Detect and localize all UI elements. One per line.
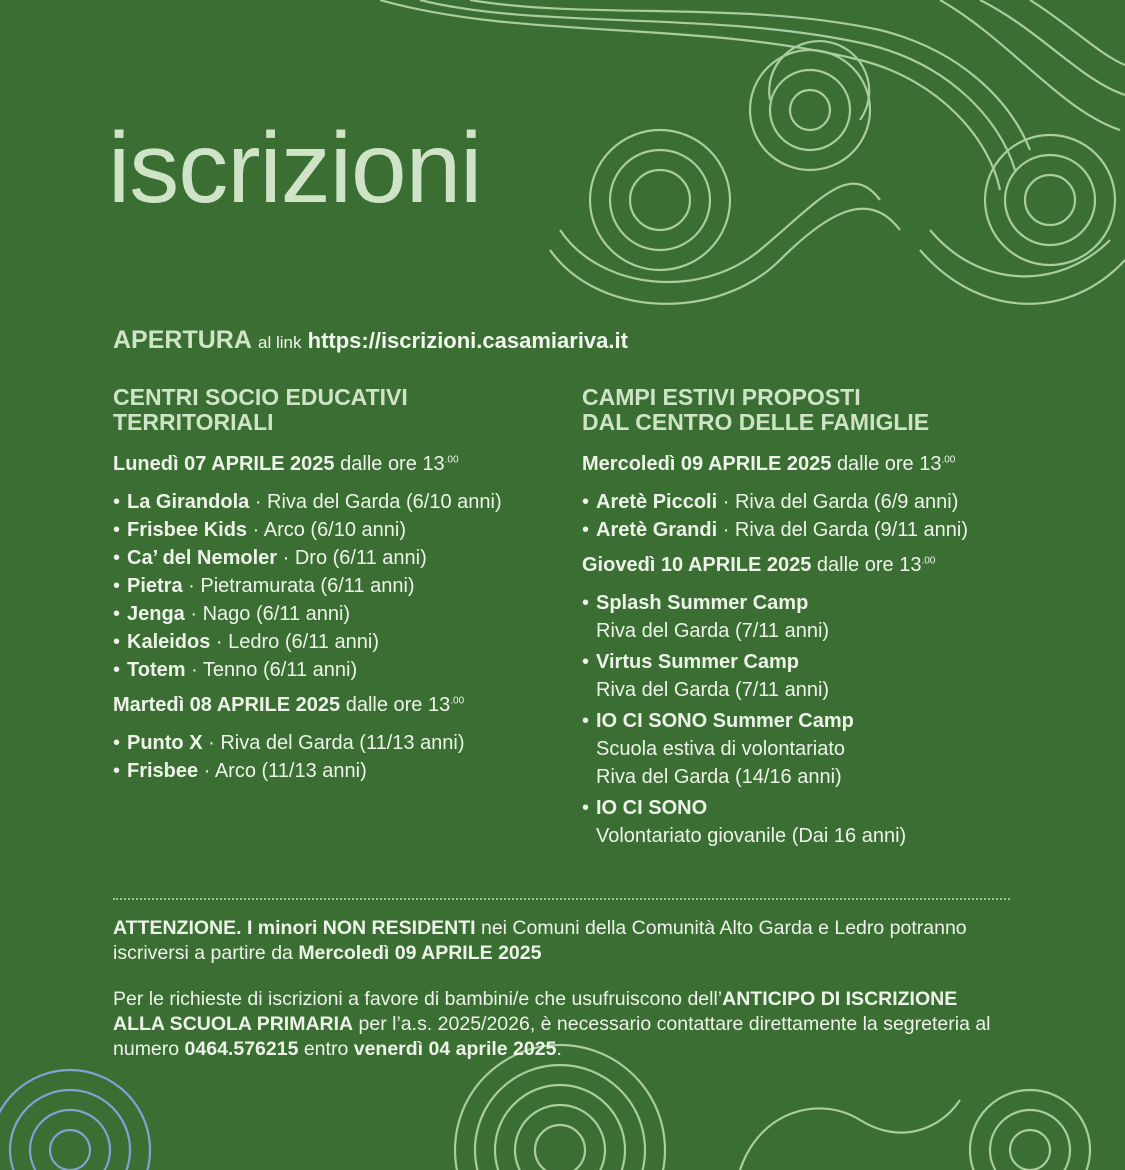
swirl-bottom-left <box>0 1070 150 1170</box>
registration-link[interactable]: https://iscrizioni.casamiariva.it <box>307 328 628 353</box>
left-heading: CENTRI SOCIO EDUCATIVI TERRITORIALI <box>113 384 408 435</box>
list-item: • Punto X · Riva del Garda (11/13 anni) <box>113 729 563 757</box>
centri-socio-educativi-column <box>113 385 563 795</box>
campi-estivi-column <box>582 385 1062 860</box>
list-item: • Aretè Grandi · Riva del Garda (9/11 anni) <box>582 516 1062 544</box>
list-item: • La Girandola · Riva del Garda (6/10 anni) <box>113 488 563 516</box>
apertura-label: APERTURA <box>113 326 252 354</box>
center-list <box>113 729 563 785</box>
swirl-bottom <box>455 1045 1090 1170</box>
list-item: • Frisbee Kids · Arco (6/10 anni) <box>113 516 563 544</box>
list-item: • Virtus Summer Camp Riva del Garda (7/11 anni) <box>582 648 1062 704</box>
list-item: • Pietra · Pietramurata (6/11 anni) <box>113 572 563 600</box>
apertura-line <box>113 326 628 355</box>
schedule-date: Martedì 08 APRILE 2025 dalle ore $13^{.00}$ <box>113 694 465 716</box>
notice-anticipo: Per le richieste di iscrizioni a favore di bambini/e che usufruiscono dell’ANTICIPO DI ISCRIZIONE ALLA SCUOLA PRIMARIA per l’a.s. 2025/2026, è necessario contattare direttamente la segreteria al numero 0464.576215 entro venerdì 04 aprile 2025. <box>113 988 991 1060</box>
list-item: • IO CI SONO Summer Camp Scuola estiva di volontariato Riva del Garda (14/16 anni) <box>582 707 1062 791</box>
schedule-date: Mercoledì 09 APRILE 2025 dalle ore $13^{.00}$ <box>582 453 956 475</box>
camp-list <box>582 488 1062 544</box>
camp-list <box>582 589 1062 850</box>
schedule-date: Giovedì 10 APRILE 2025 dalle ore $13^{.00}$ <box>582 554 936 576</box>
list-item: • Ca’ del Nemoler · Dro (6/11 anni) <box>113 544 563 572</box>
dotted-divider <box>113 898 1010 900</box>
notice-non-residenti: ATTENZIONE. I minori NON RESIDENTI nei Comuni della Comunità Alto Garda e Ledro potranno iscriversi a partire da Mercoledì 09 APRILE 2025 <box>113 917 967 964</box>
list-item: • Totem · Tenno (6/11 anni) <box>113 656 563 684</box>
list-item: • IO CI SONO Volontariato giovanile (Dai 16 anni) <box>582 794 1062 850</box>
page-title: iscrizioni <box>108 112 482 224</box>
swirl-top-right <box>380 0 1125 304</box>
list-item: • Jenga · Nago (6/11 anni) <box>113 600 563 628</box>
list-item: • Aretè Piccoli · Riva del Garda (6/9 anni) <box>582 488 1062 516</box>
schedule-date: Lunedì 07 APRILE 2025 dalle ore $13^{.00}$ <box>113 453 459 475</box>
list-item: • Kaleidos · Ledro (6/11 anni) <box>113 628 563 656</box>
apertura-link-intro: al link <box>258 333 302 352</box>
right-heading: CAMPI ESTIVI PROPOSTI DAL CENTRO DELLE FAMIGLIE <box>582 384 930 435</box>
list-item: • Frisbee · Arco (11/13 anni) <box>113 757 563 785</box>
center-list <box>113 488 563 684</box>
list-item: • Splash Summer Camp Riva del Garda (7/11 anni) <box>582 589 1062 645</box>
